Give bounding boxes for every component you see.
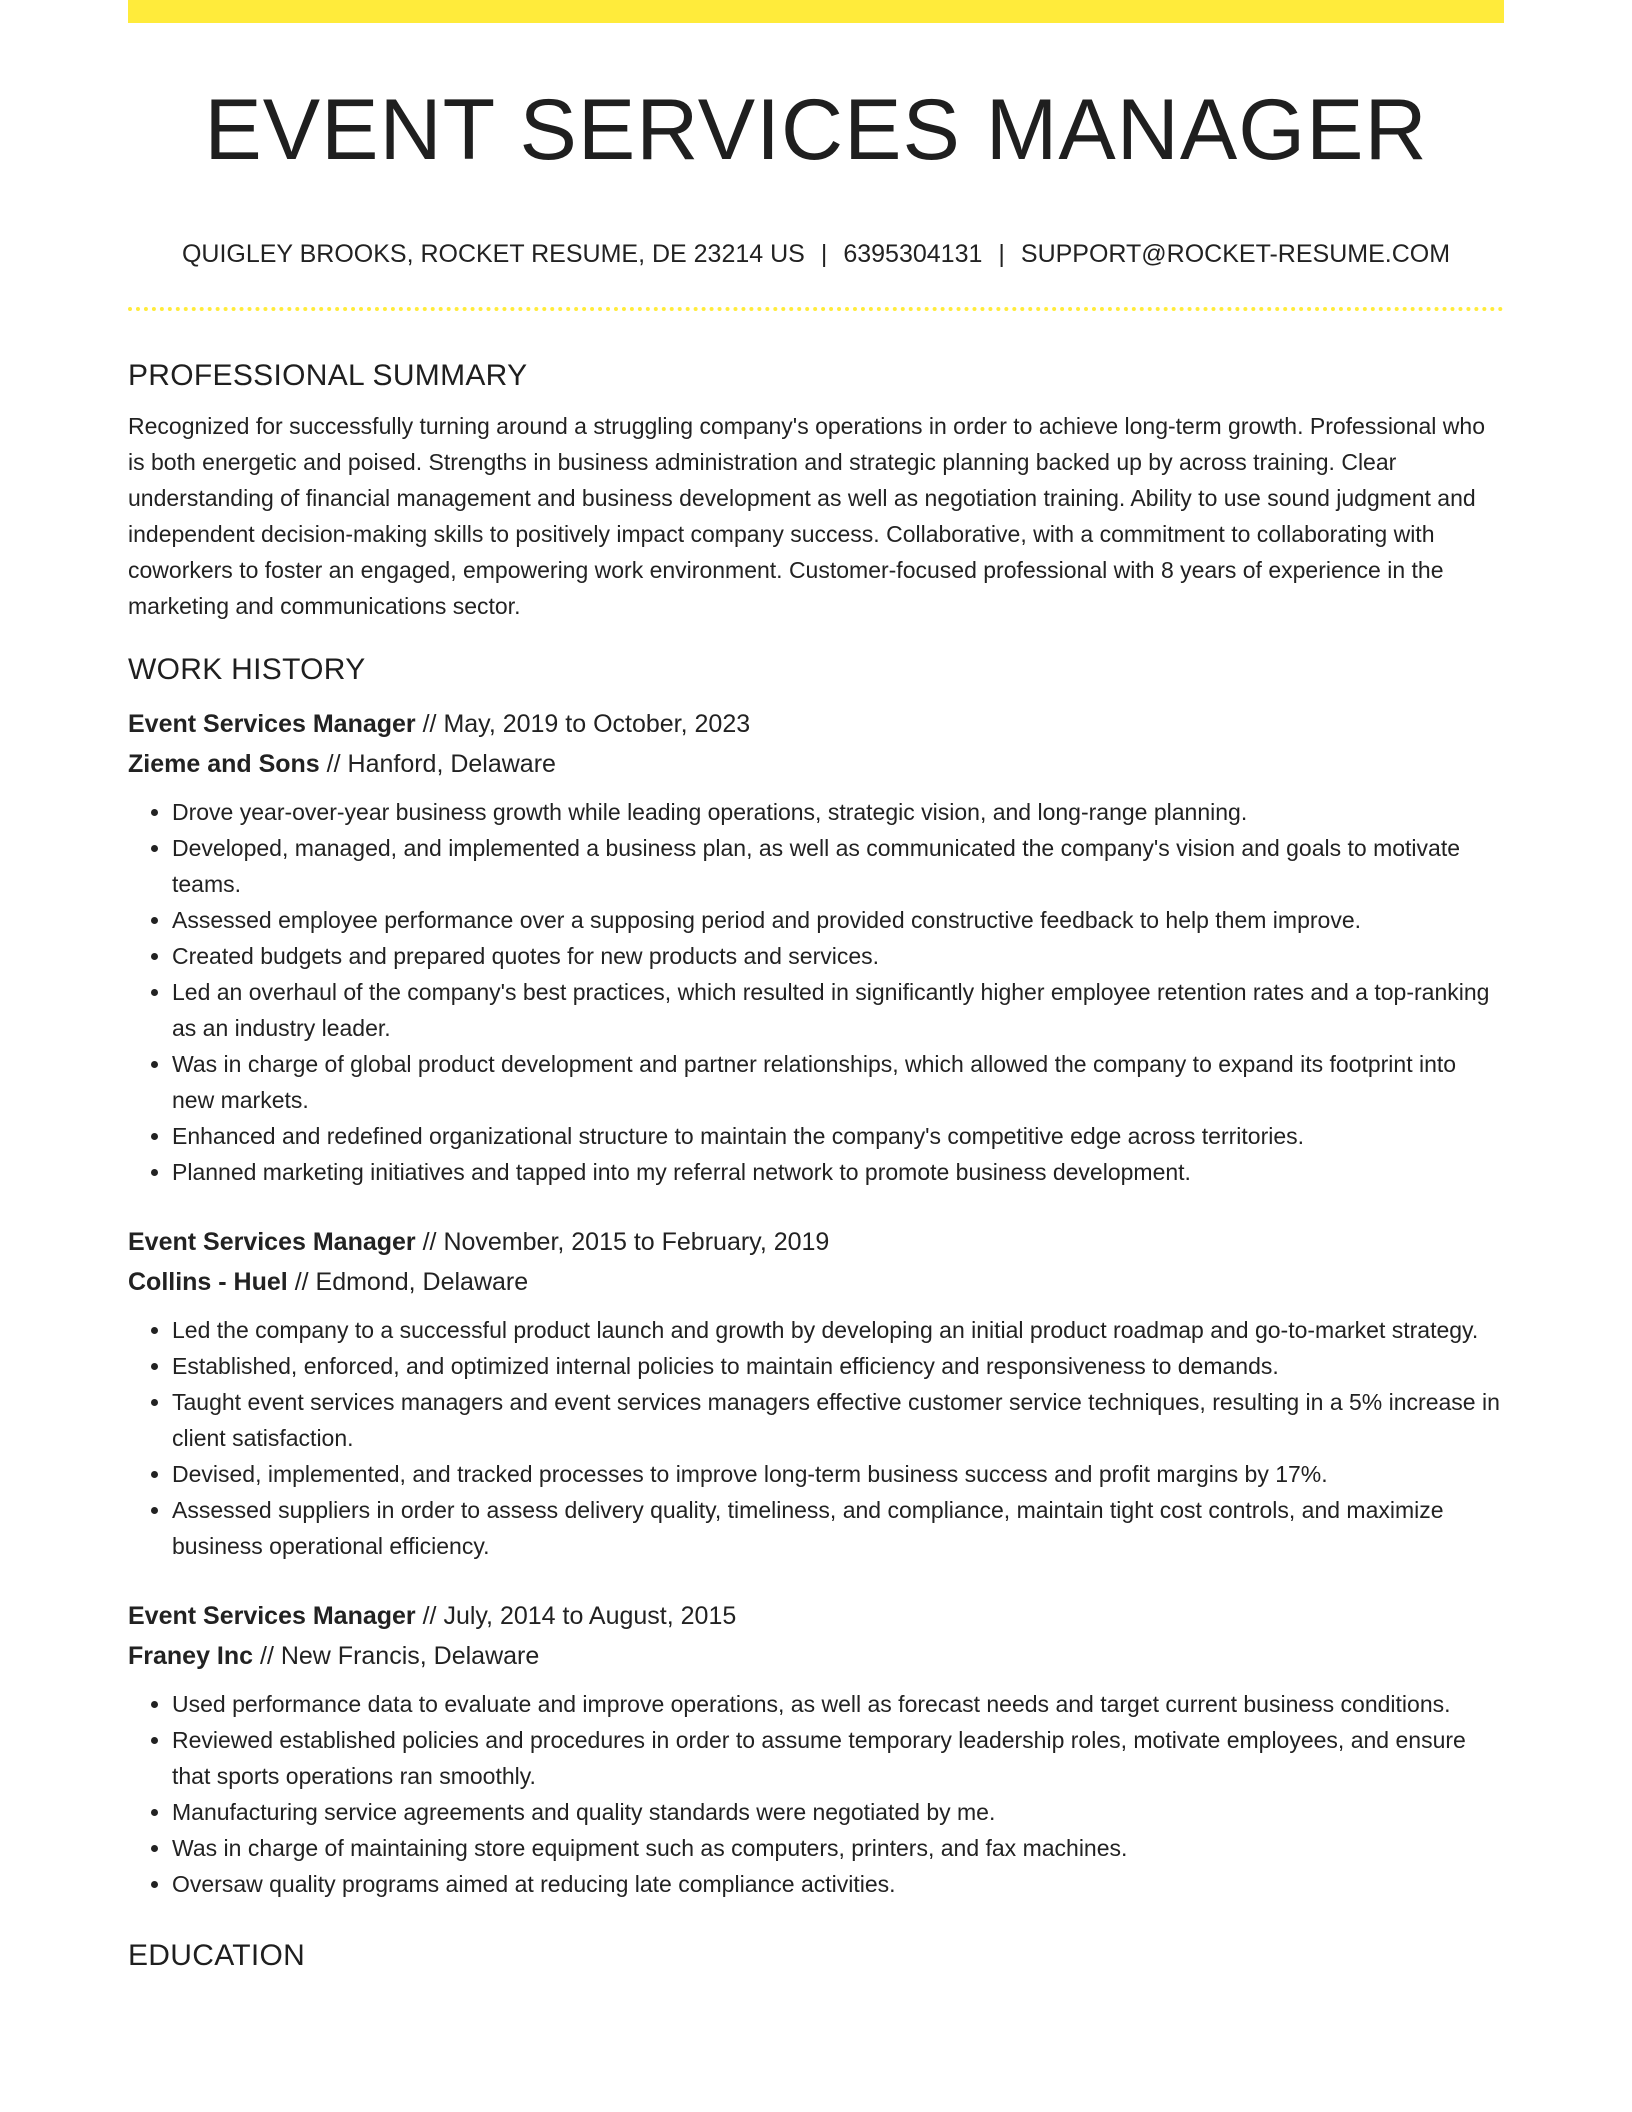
job-entry <box>128 704 1504 1190</box>
job-title: Event Services Manager <box>128 1602 416 1630</box>
job-bullet: • Used performance data to evaluate and improve operations, as well as forecast needs and target current business conditions. <box>172 1686 1504 1722</box>
job-bullet: • Led the company to a successful product launch and growth by developing an initial product roadmap and go-to-market strategy. <box>172 1312 1504 1348</box>
job-bullet: • Manufacturing service agreements and quality standards were negotiated by me. <box>172 1794 1504 1830</box>
job-title-line <box>128 1222 1504 1262</box>
contact-email: SUPPORT@ROCKET-RESUME.COM <box>1020 240 1451 268</box>
job-bullet: • Established, enforced, and optimized internal policies to maintain efficiency and responsiveness to demands. <box>172 1348 1504 1384</box>
job-dates: // May, 2019 to October, 2023 <box>422 710 751 738</box>
job-title-line <box>128 704 1504 744</box>
resume-content <box>128 350 1504 1982</box>
job-title: Event Services Manager <box>128 710 416 738</box>
section-heading-work-history: WORK HISTORY <box>128 653 366 686</box>
work-history-section <box>128 644 1504 1902</box>
job-location: // New Francis, Delaware <box>260 1642 540 1670</box>
job-company-line <box>128 1636 1504 1676</box>
job-bullet: • Was in charge of maintaining store equipment such as computers, printers, and fax machines. <box>172 1830 1504 1866</box>
job-company: Collins - Huel <box>128 1268 288 1296</box>
section-heading-summary: PROFESSIONAL SUMMARY <box>128 359 528 392</box>
job-bullet: • Planned marketing initiatives and tapped into my referral network to promote business development. <box>172 1154 1504 1190</box>
job-title-line <box>128 1596 1504 1636</box>
job-bullet: • Developed, managed, and implemented a business plan, as well as communicated the company's vision and goals to motivate teams. <box>172 830 1504 902</box>
job-bullet: • Taught event services managers and event services managers effective customer service techniques, resulting in a 5% increase in client satisfaction. <box>172 1384 1504 1456</box>
job-dates: // July, 2014 to August, 2015 <box>422 1602 737 1630</box>
job-entry <box>128 1222 1504 1564</box>
job-bullet: • Assessed employee performance over a supposing period and provided constructive feedback to help them improve. <box>172 902 1504 938</box>
job-bullet: • Was in charge of global product development and partner relationships, which allowed the company to expand its footprint into new markets. <box>172 1046 1504 1118</box>
job-bullet: • Assessed suppliers in order to assess delivery quality, timeliness, and compliance, maintain tight cost controls, and maximize business operational efficiency. <box>172 1492 1504 1564</box>
job-bullet: • Drove year-over-year business growth while leading operations, strategic vision, and long-range planning. <box>172 794 1504 830</box>
job-company-line <box>128 744 1504 784</box>
job-location: // Edmond, Delaware <box>294 1268 529 1296</box>
contact-separator: | <box>998 240 1005 268</box>
job-bullets <box>128 1686 1504 1902</box>
job-dates: // November, 2015 to February, 2019 <box>422 1228 830 1256</box>
contact-line <box>128 236 1504 272</box>
job-bullet: • Reviewed established policies and procedures in order to assume temporary leadership roles, motivate employees, and ensure that sports operations ran smoothly. <box>172 1722 1504 1794</box>
contact-separator: | <box>820 240 828 268</box>
dotted-divider <box>128 307 1504 311</box>
job-bullets <box>128 794 1504 1190</box>
contact-address: QUIGLEY BROOKS, ROCKET RESUME, DE 23214 US <box>181 240 805 268</box>
job-bullet: • Led an overhaul of the company's best practices, which resulted in significantly higher employee retention rates and a top-ranking as an industry leader. <box>172 974 1504 1046</box>
job-bullet: • Devised, implemented, and tracked processes to improve long-term business success and profit margins by 17%. <box>172 1456 1504 1492</box>
summary-text: Recognized for successfully turning around a struggling company's operations in order to achieve long-term growth. Professional who is both energetic and poised. Strengths in business administration and strategic planning backed up by across training. Clear understanding of financial management and business development as well as negotiation training. Ability to use sound judgment and independent decision-making skills to positively impact company success. Collaborative, with a commitment to collaborating with coworkers to foster an engaged, empowering work environment. Customer-focused professional with 8 years of experience in the marketing and communications sector. <box>128 413 1485 619</box>
job-company: Zieme and Sons <box>128 750 320 778</box>
job-company-line <box>128 1262 1504 1302</box>
job-title: Event Services Manager <box>128 1228 416 1256</box>
job-entry <box>128 1596 1504 1902</box>
job-company: Franey Inc <box>128 1642 254 1670</box>
job-bullet: • Created budgets and prepared quotes for new products and services. <box>172 938 1504 974</box>
contact-phone: 6395304131 <box>843 240 983 268</box>
job-bullet: • Oversaw quality programs aimed at reducing late compliance activities. <box>172 1866 1504 1902</box>
section-heading-education: EDUCATION <box>128 1939 306 1972</box>
job-location: // Hanford, Delaware <box>326 750 556 778</box>
job-bullet: • Enhanced and redefined organizational structure to maintain the company's competitive edge across territories. <box>172 1118 1504 1154</box>
job-bullets <box>128 1312 1504 1564</box>
education-section <box>128 1930 1504 1982</box>
summary-section <box>128 350 1504 624</box>
resume-title: EVENT SERVICES MANAGER <box>204 82 1428 178</box>
accent-bar <box>128 0 1504 23</box>
